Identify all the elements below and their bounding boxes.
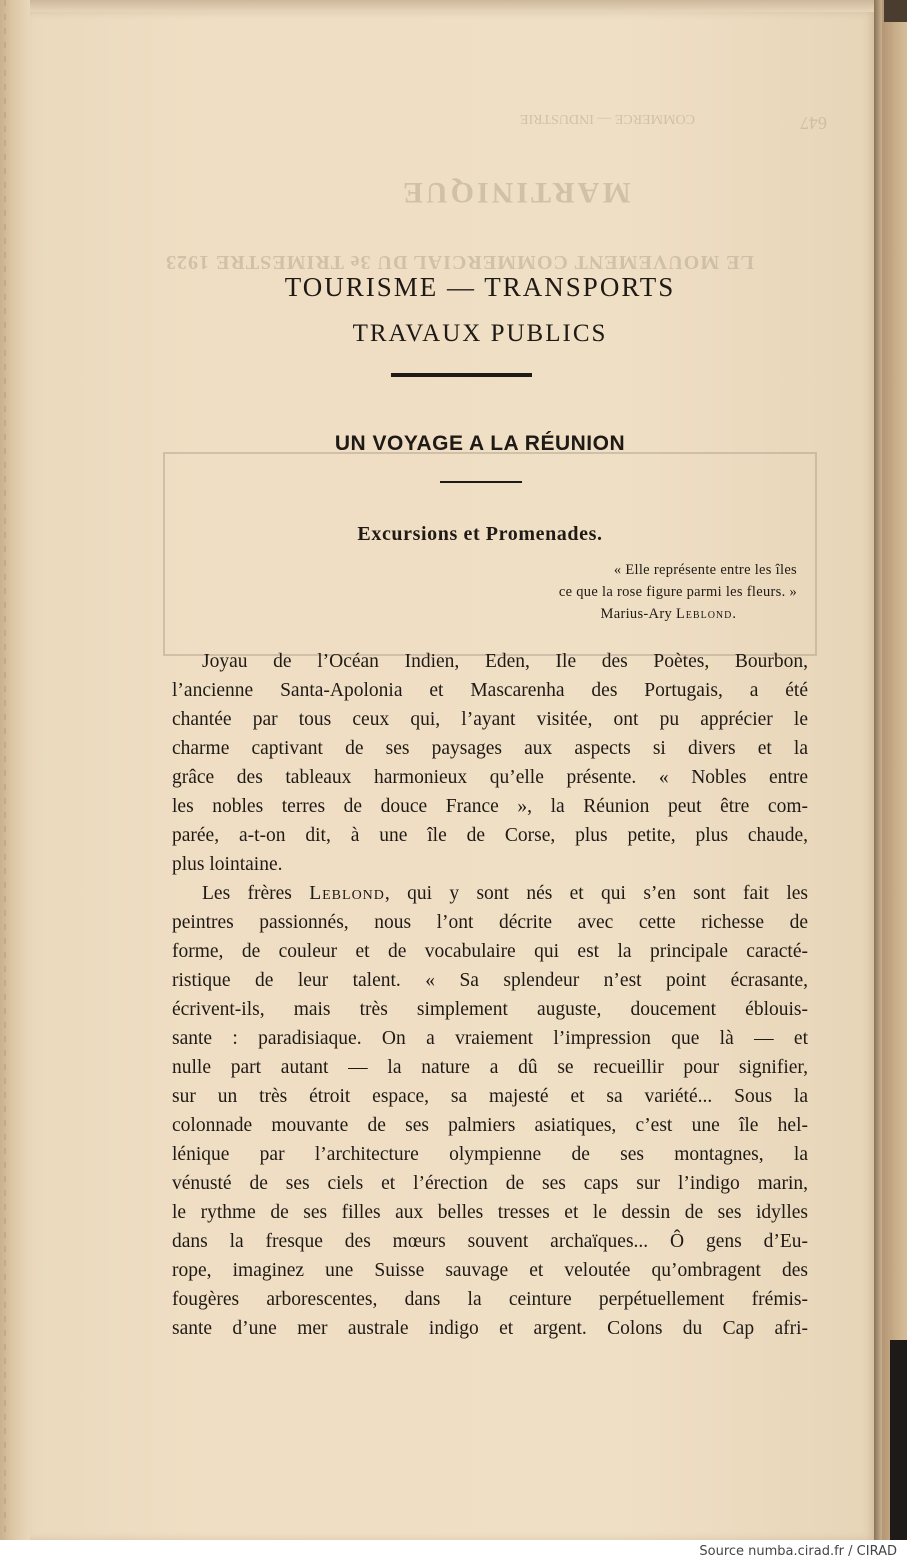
paragraph2-line: ristique de leur talent. « Sa splendeur n’est point écrasante, bbox=[172, 970, 808, 991]
title-rule bbox=[440, 481, 522, 483]
bleed-title: MARTINIQUE bbox=[400, 176, 631, 209]
paragraph2-line: écrivent-ils, mais très simplement auguste, doucement éblouis- bbox=[172, 999, 808, 1020]
paragraph2-line: le rythme de ses filles aux belles tresses et le dessin de ses idylles bbox=[172, 1202, 808, 1223]
epigraph-author-last: Leblond. bbox=[675, 606, 737, 622]
paragraph1-line: charme captivant de ses paysages aux aspects si divers et la bbox=[172, 738, 808, 759]
epigraph-line2: ce que la rose figure parmi les fleurs. » bbox=[558, 584, 797, 600]
paragraph2-line: sur un très étroit espace, sa majesté et sa variété... Sous la bbox=[172, 1086, 808, 1107]
paragraph2-line: dans la fresque des mœurs souvent archaïques... Ô gens d’Eu- bbox=[172, 1231, 808, 1252]
bleed-header: COMMERCE — INDUSTRIE bbox=[520, 111, 696, 126]
paragraph2-line: colonnade mouvante de ses palmiers asiatiques, c’est une île hel- bbox=[172, 1115, 808, 1136]
epigraph-line1: « Elle représente entre les îles bbox=[613, 562, 797, 578]
source-credit: Source numba.cirad.fr / CIRAD bbox=[699, 1544, 897, 1559]
paragraph2-line: sante d’une mer australe indigo et argent. Colons du Cap afri- bbox=[172, 1318, 808, 1339]
paragraph1-line: Joyau de l’Océan Indien, Eden, Ile des Poètes, Bourbon, bbox=[202, 651, 808, 672]
paragraph2-line: rope, imaginez une Suisse sauvage et veloutée qu’ombragent des bbox=[172, 1260, 808, 1281]
paragraph1-line: l’ancienne Santa-Apolonia et Mascarenha des Portugais, a été bbox=[172, 680, 808, 701]
subheading: Excursions et Promenades. bbox=[357, 523, 603, 545]
paragraph1-line: chantée par tous ceux qui, l’ayant visitée, ont pu apprécier le bbox=[172, 709, 808, 730]
section-title-line2: TRAVAUX PUBLICS bbox=[352, 320, 608, 347]
paragraph2-line: nulle part autant — la nature a dû se recueillir pour signifier, bbox=[172, 1057, 808, 1078]
epigraph-author bbox=[601, 606, 737, 623]
paragraph1-line: grâce des tableaux harmonieux qu’elle présente. « Nobles entre bbox=[172, 767, 808, 788]
paragraph2-suffix: , qui y sont nés et qui s’en sont fait les bbox=[384, 883, 808, 904]
paragraph2-line: vénusté de ses ciels et l’érection de ses caps sur l’indigo marin, bbox=[172, 1173, 808, 1194]
epigraph-author-first: Marius-Ary bbox=[600, 606, 673, 622]
paragraph2-line: lénique par l’architecture olympienne de ses montagnes, la bbox=[172, 1144, 808, 1165]
paragraph2-line: sante : paradisiaque. On a vraiement l’impression que là — et bbox=[172, 1028, 808, 1049]
paragraph2-line: fougères arborescentes, dans la ceinture perpétuellement frémis- bbox=[172, 1289, 808, 1310]
paragraph2-first-line bbox=[202, 883, 808, 905]
paragraph1-line: les nobles terres de douce France », la Réunion peut être com- bbox=[172, 796, 808, 817]
bleed-subtitle: LE MOUVEMENT COMMERCIAL DU 3e TRIMESTRE 1923 bbox=[165, 251, 754, 273]
paragraph2-prefix: Les frères bbox=[202, 883, 292, 904]
bleed-page-number: 647 bbox=[800, 113, 827, 133]
section-title-line1: TOURISME — TRANSPORTS bbox=[284, 272, 676, 302]
paragraph2-line: forme, de couleur et de vocabulaire qui est la principale caracté- bbox=[172, 941, 808, 962]
paragraph1-line: parée, a-t-on dit, à une île de Corse, plus petite, plus chaude, bbox=[172, 825, 808, 846]
article-title: UN VOYAGE A LA RÉUNION bbox=[334, 432, 626, 455]
paragraph1-line: plus lointaine. bbox=[172, 854, 283, 875]
paragraph2-line: peintres passionnés, nous l’ont décrite avec cette richesse de bbox=[172, 912, 808, 933]
section-rule bbox=[391, 373, 532, 377]
paragraph2-name: Leblond bbox=[309, 883, 385, 904]
